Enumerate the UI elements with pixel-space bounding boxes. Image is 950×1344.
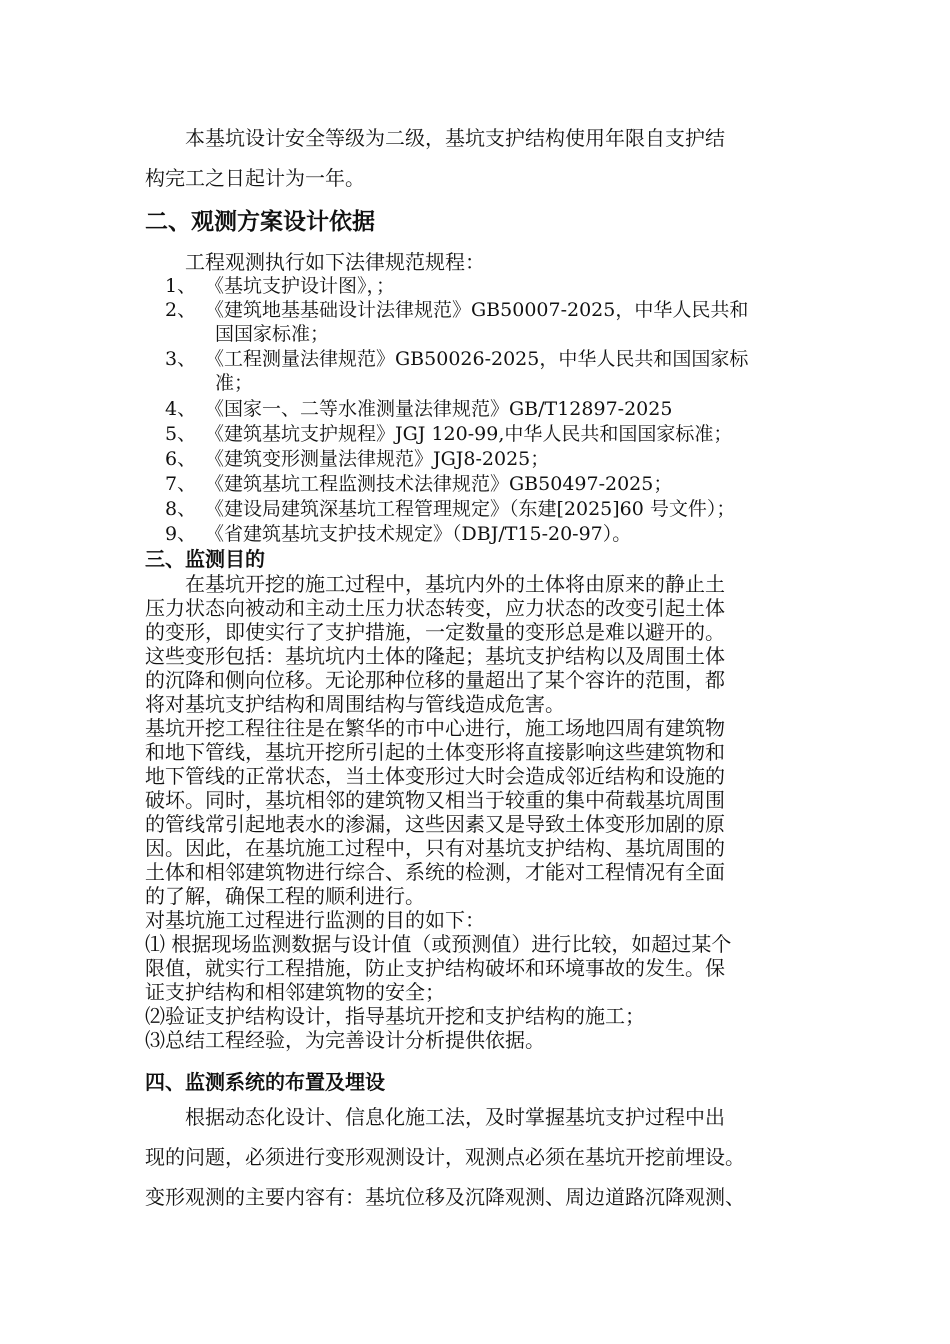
reference-text: 《工程测量法律规范》GB50026-2025，中华人民共和国国家标 [205, 348, 749, 370]
text-line: 构完工之日起计为一年。 [145, 166, 365, 190]
text-line: 和地下管线，基坑开挖所引起的土体变形将直接影响这些建筑物和 [145, 740, 725, 764]
reference-item [165, 522, 631, 546]
reference-number: 1、 [165, 275, 197, 297]
reference-text: 《基坑支护设计图》，； [205, 275, 396, 297]
text-line: 因。因此，在基坑施工过程中，只有对基坑支护结构、基坑周围的 [145, 836, 725, 860]
text-line: 压力状态向被动和主动土压力状态转变，应力状态的改变引起土体 [145, 596, 725, 620]
reference-number: 9、 [165, 523, 197, 545]
reference-number: 6、 [165, 448, 197, 470]
text-line: 土体和相邻建筑物进行综合、系统的检测，才能对工程情况有全面 [145, 860, 725, 884]
intro-paragraph [145, 118, 825, 198]
text-line: ⑴ 根据现场监测数据与设计值（或预测值）进行比较，如超过某个 [145, 932, 732, 956]
text-line: 现的问题，必须进行变形观测设计，观测点必须在基坑开挖前埋设。 [145, 1145, 745, 1169]
reference-text: 《建筑基坑工程监测技术法律规范》GB50497-2025； [205, 473, 673, 495]
text-line: 的变形，即使实行了支护措施，一定数量的变形总是难以避开的。 [145, 620, 725, 644]
reference-item [165, 274, 395, 298]
reference-text: 《建筑地基基础设计法律规范》GB50007-2025，中华人民共和 [205, 299, 749, 321]
section-heading: 三、监测目的 [145, 547, 265, 571]
reference-text: 《建筑变形测量法律规范》JGJ8-2025； [205, 448, 550, 470]
section-heading: 四、监测系统的布置及埋设 [145, 1070, 385, 1094]
reference-text: 《建设局建筑深基坑工程管理规定》（东建[2025]60 号文件）； [205, 498, 736, 520]
reference-item [165, 472, 672, 496]
reference-text: 国国家标准； [215, 323, 330, 345]
text-line: 的了解，确保工程的顺利进行。 [145, 884, 425, 908]
section-heading: 二、观测方案设计依据 [145, 209, 375, 235]
reference-number: 3、 [165, 348, 197, 370]
reference-item [165, 447, 549, 471]
reference-number: 7、 [165, 473, 197, 495]
text-line: 限值，就实行工程措施，防止支护结构破坏和环境事故的发生。保 [145, 956, 725, 980]
reference-text: 《国家一、二等水准测量法律规范》GB/T12897-2025 [205, 398, 673, 420]
text-line: 在基坑开挖的施工过程中，基坑内外的土体将由原来的静止土 [185, 572, 725, 596]
text-line: ⑵验证支护结构设计，指导基坑开挖和支护结构的施工； [145, 1004, 645, 1028]
reference-number: 4、 [165, 398, 197, 420]
reference-text: 准； [215, 372, 254, 394]
text-line: 的管线常引起地表水的渗漏，这些因素又是导致土体变形加剧的原 [145, 812, 725, 836]
reference-item [165, 422, 732, 446]
reference-number: 2、 [165, 299, 197, 321]
text-line: 将对基坑支护结构和周围结构与管线造成危害。 [145, 692, 565, 716]
reference-item [165, 298, 748, 346]
text-line: 地下管线的正常状态，当土体变形过大时会造成邻近结构和设施的 [145, 764, 725, 788]
reference-item [165, 347, 748, 395]
text-line: 本基坑设计安全等级为二级，基坑支护结构使用年限自支护结 [185, 126, 725, 150]
layout-paragraph [145, 1097, 825, 1217]
text-line: 变形观测的主要内容有：基坑位移及沉降观测、周边道路沉降观测、 [145, 1185, 745, 1209]
text-line: 对基坑施工过程进行监测的目的如下： [145, 908, 485, 932]
reference-text: 《建筑基坑支护规程》JGJ 120-99,中华人民共和国国家标准； [205, 423, 733, 445]
reference-item [165, 397, 672, 421]
reference-number: 8、 [165, 498, 197, 520]
text-line: 这些变形包括：基坑坑内土体的隆起；基坑支护结构以及周围土体 [145, 644, 725, 668]
reference-text: 《省建筑基坑支护技术规定》（DBJ/T15-20-97）。 [205, 523, 632, 545]
purpose-paragraph [145, 572, 825, 1052]
text-line: 的沉降和侧向位移。无论那种位移的量超出了某个容许的范围，都 [145, 668, 725, 692]
text-line: ⑶总结工程经验，为完善设计分析提供依据。 [145, 1028, 545, 1052]
reference-number: 5、 [165, 423, 197, 445]
reference-item [165, 497, 735, 521]
text-line: 破坏。同时，基坑相邻的建筑物又相当于较重的集中荷载基坑周围 [145, 788, 725, 812]
text-line: 根据动态化设计、信息化施工法，及时掌握基坑支护过程中出 [185, 1105, 725, 1129]
text-line: 基坑开挖工程往往是在繁华的市中心进行，施工场地四周有建筑物 [145, 716, 725, 740]
text-line: 证支护结构和相邻建筑物的安全； [145, 980, 445, 1004]
lead-text: 工程观测执行如下法律规范规程： [185, 250, 485, 274]
